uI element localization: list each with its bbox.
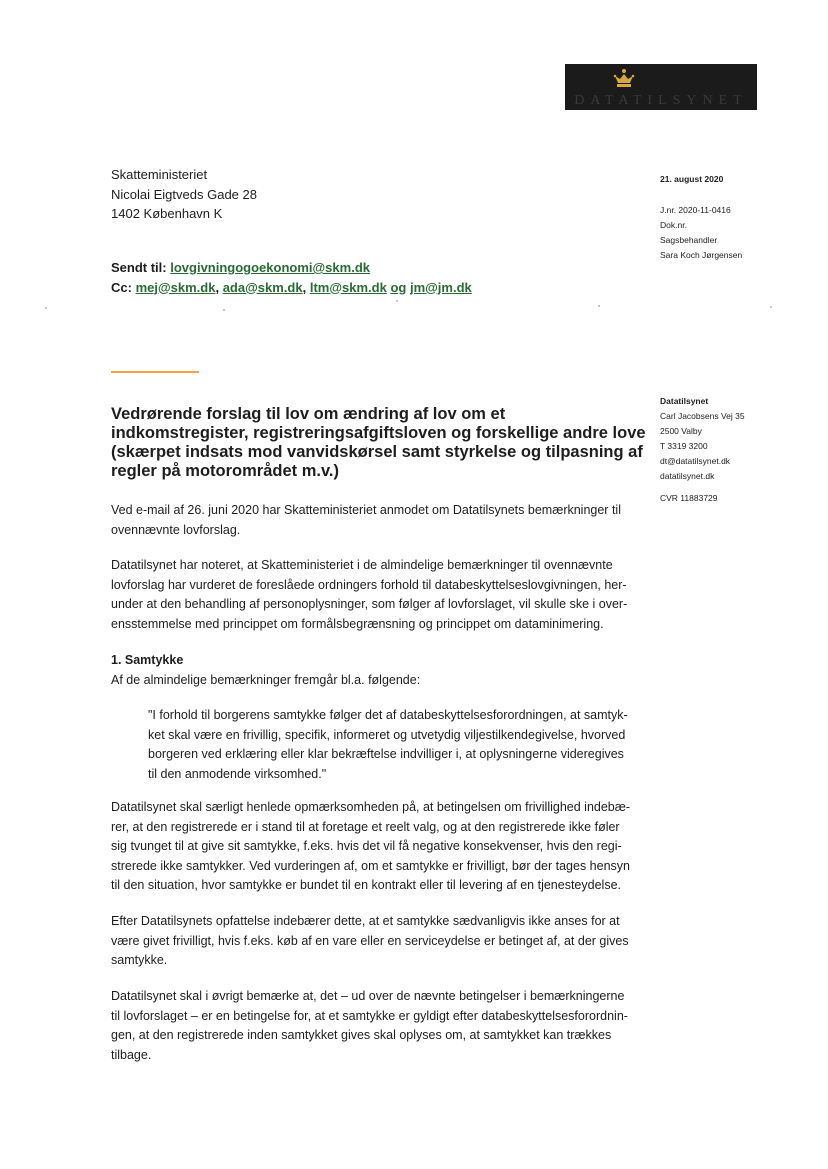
sender-city: 2500 Valby <box>660 426 702 436</box>
scan-speck <box>770 306 772 308</box>
caseworker-name: Sara Koch Jørgensen <box>660 250 743 260</box>
cc-email-link-2[interactable]: ada@skm.dk <box>222 279 303 295</box>
paragraph-4: Efter Datatilsynets opfattelse indebærer dette, at et samtykke sædvanligvis ikke anses for at være givet frivilligt, hvis f.eks. køb af en vare eller en serviceydelse er betinget af, at der gives samtykke. <box>111 914 629 967</box>
cc-email-link-1[interactable]: mej@skm.dk <box>135 279 216 295</box>
recipient-city: 1402 København K <box>111 206 223 221</box>
sender-name: Datatilsynet <box>660 396 709 406</box>
recipient-address <box>111 165 257 224</box>
accent-divider <box>111 371 199 373</box>
sender-website[interactable]: datatilsynet.dk <box>660 471 715 481</box>
sent-to-email-link[interactable]: lovgivningogoekonomi@skm.dk <box>170 260 370 275</box>
sent-to-line <box>111 258 472 278</box>
scan-speck <box>396 300 398 302</box>
section-1-intro: Af de almindelige bemærkninger fremgår bl.a. følgende: <box>111 672 421 687</box>
journal-number: J.nr. 2020-11-0416 <box>660 205 731 215</box>
sent-to-label: Sendt til: <box>111 260 167 275</box>
scan-speck <box>223 309 225 311</box>
cc-email-link-4[interactable]: jm@jm.dk <box>409 279 472 295</box>
datatilsynet-logo <box>565 64 757 110</box>
sender-phone: T 3319 3200 <box>660 441 708 451</box>
cc-joiner: og <box>390 279 407 295</box>
recipient-name: Skatteministeriet <box>111 167 208 182</box>
section-1 <box>111 651 635 690</box>
cc-label: Cc: <box>111 279 132 295</box>
caseworker-label: Sagsbehandler <box>660 235 718 245</box>
sender-street: Carl Jacobsens Vej 35 <box>660 411 745 421</box>
scan-speck <box>598 305 600 307</box>
paragraph-5: Datatilsynet skal i øvrigt bemærke at, det – ud over de nævnte betingelser i bemærkningerne til lovforslaget – er en betingelse for, at et samtykke er gyldigt efter databeskyttelsesforordnin- gen, at den registrerede inden samtykket gives skal oplyses om, at samtykket kan trækkes tilbage. <box>111 989 628 1062</box>
cc-line: Cc: mej@skm.dk, ada@skm.dk, ltm@skm.dk og jm@jm.dk <box>111 279 472 295</box>
crown-icon <box>612 68 636 90</box>
sender-block <box>660 394 745 506</box>
cc-email-link-3[interactable]: ltm@skm.dk <box>309 279 387 295</box>
recipient-street: Nicolai Eigtveds Gade 28 <box>111 186 257 202</box>
sender-email[interactable]: dt@datatilsynet.dk <box>660 456 731 466</box>
paragraph-2: Datatilsynet har noteret, at Skatteministeriet i de almindelige bemærkninger til ovennævnte lovforslag har vurderet de foreslåede ordningers forhold til databeskyttelseslovgivningen, her- under at den behandling af personoplysninger, som følger af lovforslaget, vil skulle ske i over- ensstemmelse med princippet om formålsbegrænsning og princippet om dataminimering. <box>111 558 628 631</box>
case-metadata <box>660 203 742 263</box>
quoted-passage: "I forhold til borgerens samtykke følger det af databeskyttelsesforordningen, at samtyk- ket skal være en frivillig, specifik, informeret og utvetydig viljestilkendegivelse, hvorved borgeren ved erklæring eller klar bekræftelse indvilliger i, at oplysningerne videregives til den anmodende virksomhed." <box>148 708 628 781</box>
document-number: Dok.nr. <box>660 220 687 230</box>
sender-cvr: CVR 11883729 <box>660 493 718 503</box>
paragraph-1: Ved e-mail af 26. juni 2020 har Skatteministeriet anmodet om Datatilsynets bemærkninger til ovennævnte lovforslag. <box>111 503 621 537</box>
paragraph-3: Datatilsynet skal særligt henlede opmærksomheden på, at betingelsen om frivillighed indebæ- rer, at den registrerede er i stand til at foretage et reelt valg, og at den registrerede ikke føler sig tvunget til at give sit samtykke, f.eks. hvis det vil få negative konsekvenser, hvis den regi- strerede ikke samtykker. Ved vurderingen af, om et samtykke er frivilligt, bør der tages hensyn til den situation, hvor samtykke er bundet til en kontrakt eller til levering af en tjenesteydelse. <box>111 800 631 892</box>
distribution-block <box>111 258 472 297</box>
letter-subject: Vedrørende forslag til lov om ændring af lov om et indkomstregister, registreringsafgiftsloven og forskellige andre love (skærpet indsats mod vanvidskørsel samt styrkelse og tilpasning af regler på motorområdet m.v.) <box>111 405 646 480</box>
scan-speck <box>45 307 47 309</box>
letter-date: 21. august 2020 <box>660 174 724 184</box>
section-1-heading: 1. Samtykke <box>111 653 184 667</box>
logo-wordmark: DATATILSYNET <box>574 93 748 108</box>
